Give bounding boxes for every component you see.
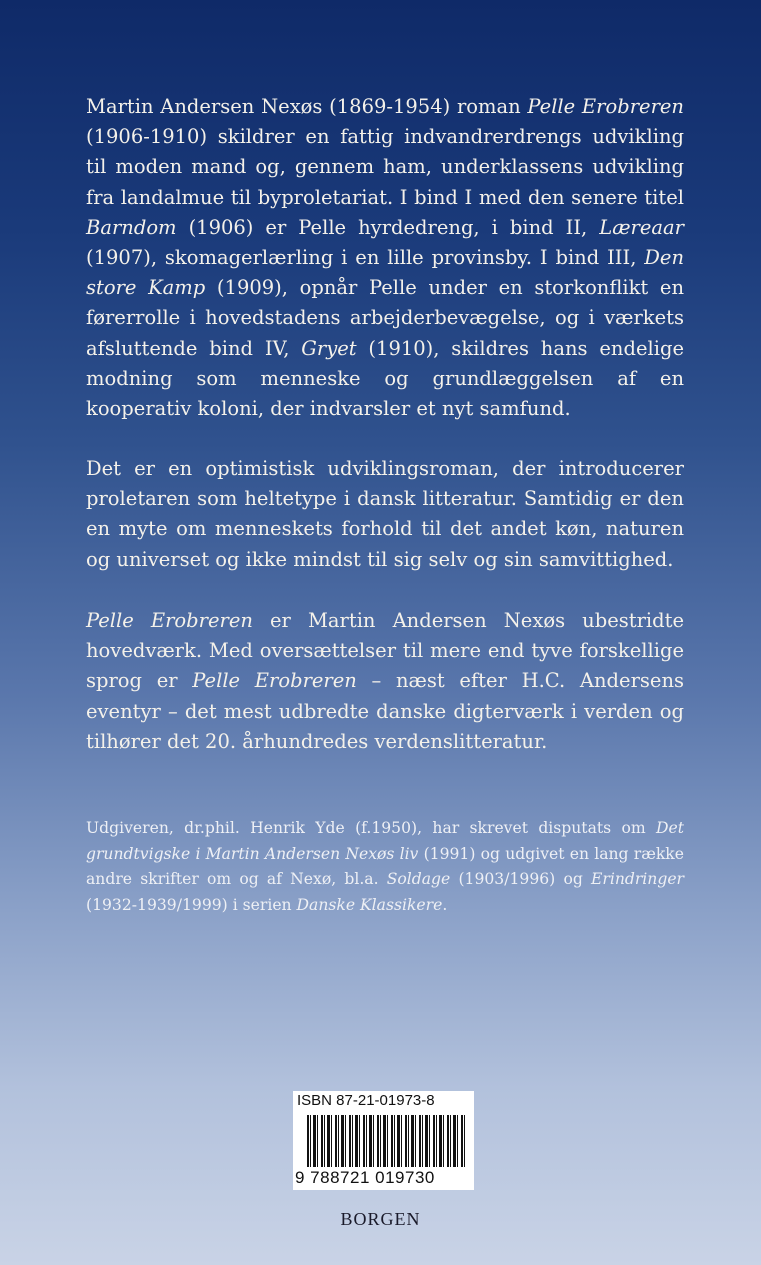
isbn-barcode: [293, 1091, 474, 1190]
blurb-paragraph-3: Pelle Erobreren er Martin Andersen Nexøs ubestridte hovedværk. Med oversættelser til mere end tyve forskellige sprog er Pelle Erobreren – næst efter H.C. Andersens eventyr – det mest udbredte danske digterværk i verden og tilhører det 20. århundredes verdenslitteratur.: [86, 609, 685, 753]
blurb-paragraph-2: Det er en optimistisk udviklingsroman, der introducerer proletaren som heltetype i dansk litteratur. Samtidig er den en myte om menneskets forhold til det andet køn, naturen og universet og ikke mindst til sig selv og sin samvittighed.: [86, 457, 684, 571]
editor-note: Udgiveren, dr.phil. Henrik Yde (f.1950), har skrevet disputats om Det grundtvigske i Martin Andersen Nexøs liv (1991) og udgivet en lang række andre skrifter om og af Nexø, bl.a. Soldage (1903/1996) og Erindringer (1932-1939/1999) i serien Danske Klassikere.: [86, 819, 684, 914]
italic-title: Pelle Erobreren: [192, 669, 357, 693]
italic-title: Erindringer: [591, 870, 684, 888]
barcode-bars: [307, 1115, 465, 1167]
italic-title: Barndom: [86, 215, 177, 239]
publisher-name: BORGEN: [340, 1209, 421, 1229]
italic-title: Læreaar: [599, 215, 684, 239]
isbn-label: ISBN 87-21-01973-8: [297, 1092, 435, 1109]
blurb-paragraph-1: Martin Andersen Nexøs (1869-1954) roman Pelle Erobreren (1906-1910) skildrer en fattig indvandrerdrengs udvikling til moden mand og, gennem ham, underklassens udvikling fra landalmue til byproletariat. I bind I med den senere titel Barndom (1906) er Pelle hyrdedreng, i bind II, Læreaar (1907), skomagerlærling i en lille provinsby. I bind III, Den store Kamp (1909), opnår Pelle under en storkonflikt en førerrolle i hovedstadens arbejderbevægelse, og i værkets afsluttende bind IV, Gryet (1910), skildres hans endelige modning som menneske og grundlæggelsen af en kooperativ koloni, der indvarsler et nyt samfund.: [86, 95, 685, 421]
italic-title: Pelle Erobreren: [527, 95, 684, 118]
italic-title: Gryet: [301, 336, 357, 360]
italic-title: Det grundtvigske i Martin Andersen Nexøs liv: [86, 819, 684, 863]
italic-title: Danske Klassikere: [296, 895, 443, 914]
italic-title: Pelle Erobreren: [86, 609, 253, 632]
italic-title: Den store Kamp: [86, 246, 684, 300]
ean-number: 9 788721 019730: [295, 1168, 435, 1187]
italic-title: Soldage: [386, 870, 451, 888]
